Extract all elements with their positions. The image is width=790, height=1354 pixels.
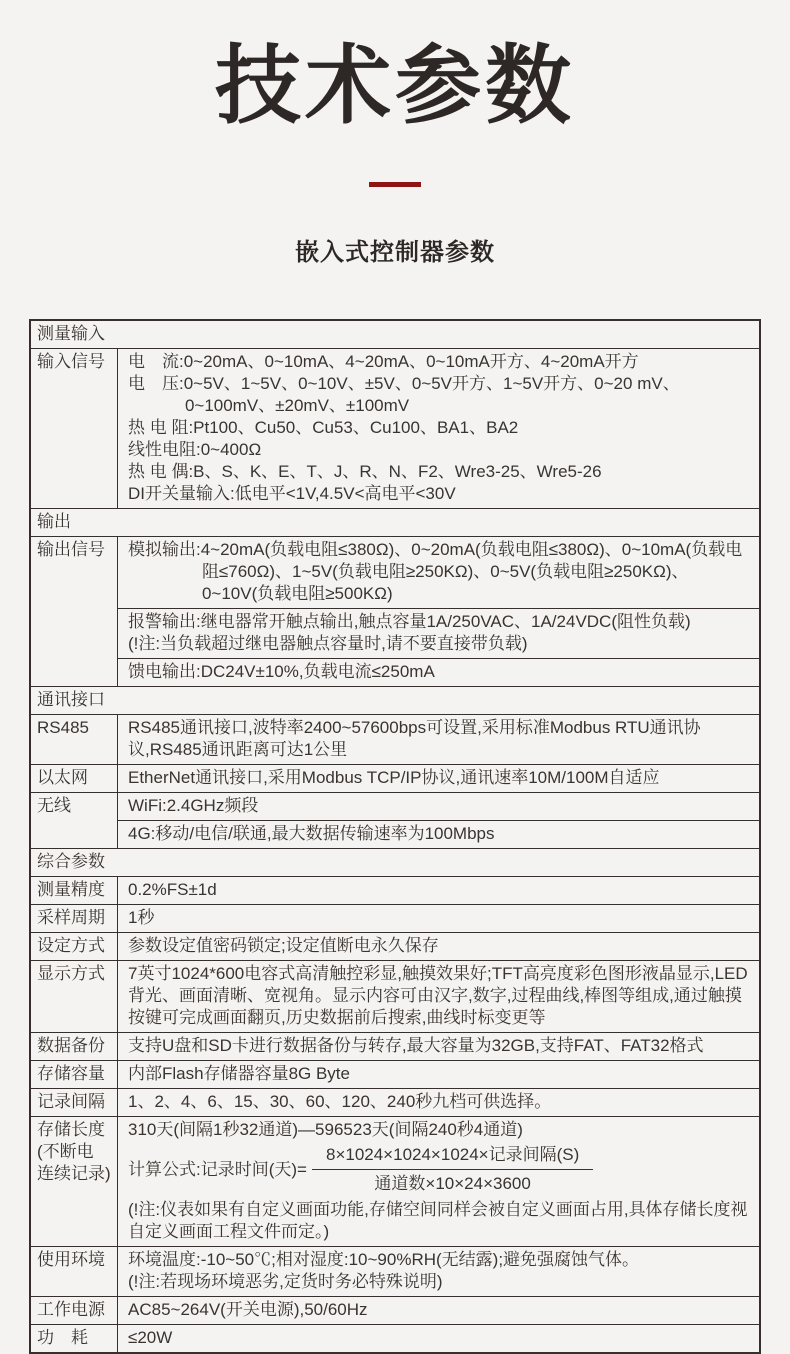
storage-length-label-3: 连续记录) <box>37 1164 111 1184</box>
page-header <box>0 0 790 269</box>
row-value <box>118 793 759 848</box>
row-label: 测量精度 <box>31 877 118 904</box>
wireless-4g: 4G:移动/电信/联通,最大数据传输速率为100Mbps <box>128 824 495 844</box>
input-di: DI开关量输入:低电平<1V,4.5V<高电平<30V <box>128 484 456 504</box>
row-value <box>118 1061 759 1088</box>
storage-length-formula <box>128 1144 749 1195</box>
output-feed-cell <box>118 658 759 686</box>
row-label: 输入信号 <box>31 349 118 508</box>
row-label: 存储容量 <box>31 1061 118 1088</box>
title-divider <box>369 182 421 187</box>
sampling-text: 1秒 <box>128 908 155 928</box>
accuracy-text: 0.2%FS±1d <box>128 880 217 900</box>
input-rtd: 热 电 阻:Pt100、Cu50、Cu53、Cu100、BA1、BA2 <box>128 418 519 438</box>
row-output-signal <box>31 536 759 686</box>
output-alarm-note: (!注:当负载超过继电器触点容量时,请不要直接带负载) <box>128 634 528 654</box>
formula-denominator: 通道数×10×24×3600 <box>374 1174 531 1194</box>
row-accuracy <box>31 876 759 904</box>
row-value <box>118 1247 759 1296</box>
output-analog: 模拟输出:4~20mA(负载电阻≤380Ω)、0~20mA(负载电阻≤380Ω)、0~10mA(负载电阻≤760Ω)、1~5V(负载电阻≥250KΩ)、0~5V(负载电阻≥250KΩ)、0~10V(负载电阻≥500KΩ) <box>128 540 743 604</box>
formula-numerator: 8×1024×1024×1024×记录间隔(S) <box>312 1144 593 1170</box>
row-storage-length <box>31 1116 759 1246</box>
row-label: RS485 <box>31 715 118 764</box>
row-value <box>118 933 759 960</box>
consumption-text: ≤20W <box>128 1328 173 1348</box>
row-environment <box>31 1246 759 1296</box>
row-value <box>118 765 759 792</box>
input-voltage: 电 压:0~5V、1~5V、0~10V、±5V、0~5V开方、1~5V开方、0~20 mV、0~100mV、±20mV、±100mV <box>128 374 680 416</box>
section-heading-communication: 通讯接口 <box>31 686 759 714</box>
row-value <box>118 877 759 904</box>
row-data-backup <box>31 1032 759 1060</box>
page-title: 技术参数 <box>215 38 575 134</box>
capacity-text: 内部Flash存储器容量8G Byte <box>128 1064 350 1084</box>
formula-prefix: 计算公式:记录时间(天)= <box>128 1159 307 1179</box>
spec-table <box>29 319 761 1354</box>
display-text: 7英寸1024*600电容式高清触控彩显,触摸效果好;TFT高亮度彩色图形液晶显示,LED背光、画面清晰、宽视角。显示内容可由汉字,数字,过程曲线,棒图等组成,通过触摸按键可完成画面翻页,历史数据前后搜索,曲线时标变更等 <box>128 964 748 1028</box>
row-storage-capacity <box>31 1060 759 1088</box>
row-label: 无线 <box>31 793 118 848</box>
output-alarm-cell <box>118 608 759 658</box>
row-label: 设定方式 <box>31 933 118 960</box>
storage-length-range: 310天(间隔1秒32通道)—596523天(间隔240秒4通道) <box>128 1120 523 1140</box>
storage-length-label-2: (不断电 <box>37 1142 94 1162</box>
row-value <box>118 349 759 508</box>
row-value <box>118 1089 759 1116</box>
row-label: 功 耗 <box>31 1325 118 1352</box>
output-feed: 馈电输出:DC24V±10%,负载电流≤250mA <box>128 662 435 682</box>
row-input-signal <box>31 348 759 508</box>
output-alarm: 报警输出:继电器常开触点输出,触点容量1A/250VAC、1A/24VDC(阻性负载) <box>128 612 691 632</box>
row-ethernet <box>31 764 759 792</box>
row-value <box>118 715 759 764</box>
row-value <box>118 961 759 1032</box>
rs485-text: RS485通讯接口,波特率2400~57600bps可设置,采用标准Modbus RTU通讯协议,RS485通讯距离可达1公里 <box>128 718 701 760</box>
row-sampling-period <box>31 904 759 932</box>
row-value <box>118 905 759 932</box>
row-value <box>118 1117 759 1246</box>
row-rs485 <box>31 714 759 764</box>
setting-text: 参数设定值密码锁定;设定值断电永久保存 <box>128 936 439 956</box>
row-power-consumption <box>31 1324 759 1352</box>
environment-note: (!注:若现场环境恶劣,定货时务必特殊说明) <box>128 1272 443 1292</box>
section-heading-measure-input: 测量输入 <box>37 324 105 344</box>
output-analog-cell <box>118 537 759 608</box>
row-label: 输出信号 <box>31 537 118 686</box>
wireless-wifi: WiFi:2.4GHz频段 <box>128 796 259 816</box>
section-subtitle: 嵌入式控制器参数 <box>295 239 495 267</box>
interval-text: 1、2、4、6、15、30、60、120、240秒九档可供选择。 <box>128 1092 552 1112</box>
row-label: 显示方式 <box>31 961 118 1032</box>
ethernet-text: EtherNet通讯接口,采用Modbus TCP/IP协议,通讯速率10M/100M自适应 <box>128 768 660 788</box>
row-wireless <box>31 792 759 848</box>
row-label <box>31 1117 118 1246</box>
storage-length-label-1: 存储长度 <box>37 1120 105 1140</box>
row-value <box>118 537 759 686</box>
row-setting-mode <box>31 932 759 960</box>
row-label: 采样周期 <box>31 905 118 932</box>
formula-fraction <box>312 1144 593 1195</box>
row-label: 记录间隔 <box>31 1089 118 1116</box>
row-label: 使用环境 <box>31 1247 118 1296</box>
power-text: AC85~264V(开关电源),50/60Hz <box>128 1300 368 1320</box>
storage-length-note: (!注:仪表如果有自定义画面功能,存储空间同样会被自定义画面占用,具体存储长度视自定义画面工程文件而定。) <box>128 1200 748 1242</box>
row-value <box>118 1033 759 1060</box>
row-label: 以太网 <box>31 765 118 792</box>
environment-conditions: 环境温度:-10~50℃;相对湿度:10~90%RH(无结露);避免强腐蚀气体。 <box>128 1250 640 1270</box>
backup-text: 支持U盘和SD卡进行数据备份与转存,最大容量为32GB,支持FAT、FAT32格式 <box>128 1036 704 1056</box>
input-thermocouple: 热 电 偶:B、S、K、E、T、J、R、N、F2、Wre3-25、Wre5-26 <box>128 462 602 482</box>
wireless-wifi-cell <box>118 793 759 820</box>
row-value <box>118 1325 759 1352</box>
wireless-4g-cell <box>118 820 759 848</box>
row-display-mode <box>31 960 759 1032</box>
input-linear-resistance: 线性电阻:0~400Ω <box>128 440 262 460</box>
row-label: 数据备份 <box>31 1033 118 1060</box>
row-record-interval <box>31 1088 759 1116</box>
input-current: 电 流:0~20mA、0~10mA、4~20mA、0~10mA开方、4~20mA开方 <box>128 352 639 372</box>
row-power-supply <box>31 1296 759 1324</box>
section-heading-general: 综合参数 <box>31 848 759 876</box>
row-value <box>118 1297 759 1324</box>
section-heading-output: 输出 <box>31 508 759 536</box>
row-label: 工作电源 <box>31 1297 118 1324</box>
